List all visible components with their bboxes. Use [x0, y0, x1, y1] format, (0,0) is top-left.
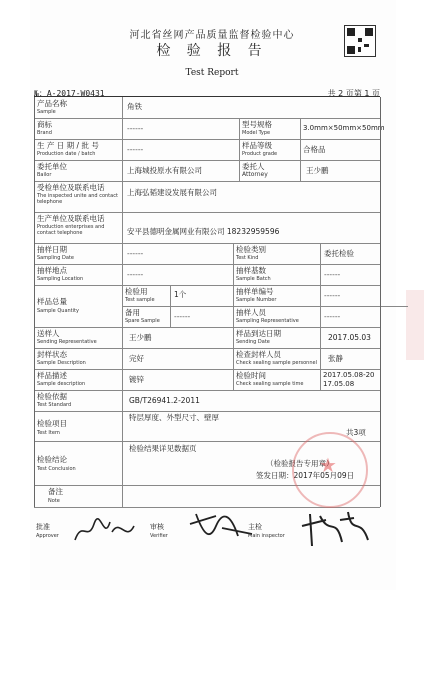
label-en: Brand — [37, 130, 52, 136]
label: 检查封样人员 — [236, 350, 281, 359]
label: 抽样人员 — [236, 308, 266, 317]
page-indicator: 共 2 页第 1 页 — [327, 89, 380, 98]
label-en: Test Standard — [37, 402, 72, 408]
report-table — [34, 96, 385, 504]
value: 2017.05.08-2017.05.08 — [323, 371, 375, 388]
label: 检验依据 — [37, 392, 67, 401]
approver-label: 批准 — [36, 523, 50, 531]
verifier-label-en: Verifier — [150, 533, 168, 539]
value: 检验结果详见数据页 — [129, 444, 197, 453]
approver-label-en: Approver — [36, 533, 59, 539]
label-en: Sample description — [37, 381, 86, 387]
label: 生 产 日 期 / 批 号 — [37, 141, 99, 150]
value: 角铁 — [127, 102, 142, 111]
value: ------ — [127, 145, 144, 154]
label-en: Sample Number — [236, 297, 277, 303]
label-en: Sample — [37, 109, 56, 115]
label-en: The inspected unite and contact telephone — [37, 193, 118, 205]
label-en: Production date / batch — [37, 151, 96, 157]
report-number: №：A-2017-W0431 — [34, 89, 105, 98]
label: 样品描述 — [37, 371, 67, 380]
label: 商标 — [37, 120, 52, 129]
inspector-label: 主检 — [248, 523, 262, 531]
value: 2017.05.03 — [328, 333, 371, 342]
approver-signature — [70, 512, 140, 548]
label-en: Sample Description — [37, 360, 86, 366]
label-en: Sampling Location — [37, 276, 84, 282]
label: 抽样单编号 — [236, 287, 274, 296]
label-en: Sending Representative — [37, 339, 97, 345]
label: 产品名称 — [37, 99, 67, 108]
label: 样品总量 — [37, 297, 67, 306]
issue-date: 签发日期：2017年05月09日 — [256, 471, 355, 480]
value: 上海弘韬建设发展有限公司 — [127, 188, 217, 197]
inspector-signature — [296, 506, 376, 550]
value: ------ — [174, 312, 191, 321]
label: 检验时间 — [236, 371, 266, 380]
label-en: Test Kind — [236, 255, 259, 261]
label: 样品等级 — [242, 141, 272, 150]
value: 王少鹏 — [129, 333, 152, 342]
qr-code-icon — [344, 25, 376, 57]
stamp-note: （检验报告专用章） — [266, 459, 334, 468]
label-en: Bailor — [37, 172, 52, 178]
label: 样品到达日期 — [236, 329, 281, 338]
value: 1个 — [174, 290, 187, 299]
label: 备注 — [48, 487, 63, 496]
value: ------ — [324, 270, 341, 279]
value: ------ — [127, 124, 144, 133]
page-edge-stamp-fragment — [406, 290, 424, 360]
label: 送样人 — [37, 329, 60, 338]
verifier-signature — [186, 506, 256, 546]
label: 备用 — [125, 308, 140, 317]
label-en: Sampling Representative — [236, 318, 299, 324]
label: 检验类别 — [236, 245, 266, 254]
label: 检验项目 — [37, 419, 67, 428]
label-en: Check sealing sample personnel — [236, 360, 317, 366]
label-en: Sample Quantity — [37, 308, 79, 314]
label: 抽样日期 — [37, 245, 67, 254]
label-en: Sampling Date — [37, 255, 74, 261]
verifier-label: 审核 — [150, 523, 164, 531]
label: 检验用 — [125, 287, 148, 296]
label-en: Test Item — [37, 430, 60, 436]
label-en: Test Conclusion — [37, 466, 76, 472]
label-en: Product grade — [242, 151, 278, 157]
value: 安平县德明金属网业有限公司 18232959596 — [127, 227, 280, 236]
label-en: Attorney — [242, 171, 268, 178]
value: 完好 — [129, 354, 144, 363]
label-en: Model Type — [242, 130, 271, 136]
label-en: Test sample — [125, 297, 155, 303]
value: ------ — [127, 249, 144, 258]
label: 生产单位及联系电话 — [37, 214, 105, 223]
label-en: Spare Sample — [125, 318, 160, 324]
label-en: Check sealing sample time — [236, 381, 304, 387]
label-en: Sample Batch — [236, 276, 271, 282]
label: 抽样基数 — [236, 266, 266, 275]
value: ------ — [127, 270, 144, 279]
official-seal — [292, 432, 368, 508]
value: 王少鹏 — [306, 166, 329, 175]
label: 委托人 — [242, 162, 265, 171]
value: 上海城投原水有限公司 — [127, 166, 202, 175]
value: 特层厚度、外型尺寸、壁厚 — [129, 413, 219, 422]
value: GB/T26941.2-2011 — [129, 396, 200, 405]
report-title-en: Test Report — [185, 68, 239, 78]
value: 3.0mm×50mm×50mm — [303, 124, 385, 132]
value: 委托检验 — [324, 249, 354, 258]
report-title: 检 验 报 告 — [156, 43, 268, 59]
label: 检验结论 — [37, 455, 67, 464]
label-en: Sending Date — [236, 339, 270, 345]
organization-name: 河北省丝网产品质量监督检验中心 — [129, 30, 295, 41]
label-en: Production enterprises and contact telephone — [37, 224, 105, 236]
value: ------ — [324, 312, 341, 321]
value: 镀锌 — [129, 375, 144, 384]
label: 委托单位 — [37, 162, 67, 171]
value: 张静 — [328, 354, 343, 363]
label: 封样状态 — [37, 350, 67, 359]
value: 合格品 — [303, 145, 326, 154]
item-count: 共3项 — [346, 428, 366, 437]
label: 型号规格 — [242, 120, 272, 129]
label: 受检单位及联系电话 — [37, 183, 105, 192]
label: 抽样地点 — [37, 266, 67, 275]
inspector-label-en: Main inspector — [248, 533, 285, 539]
label-en: Note — [48, 498, 60, 504]
value: ------ — [324, 291, 341, 300]
